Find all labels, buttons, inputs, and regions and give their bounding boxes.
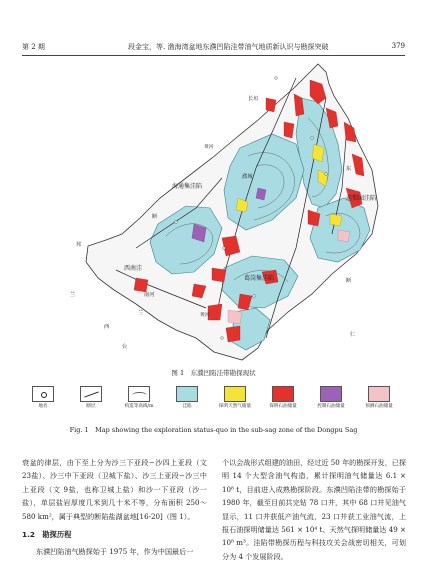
paragraph-salt-layers: 衰盆的律层，由下至上分为沙三下亚段−沙四上亚段（文 23盐）、沙三中下亚段（卫城下盐）、沙三上亚段−沙三中上亚段（文 9盐，也称卫城上盐）和沙一下亚段（沙一盐），单层盐岩厚度几米到几十米不等，分布面积 250～580 km²，属于典型的断陷盐湖盆地[16-20]（图 1）。 [22,458,207,521]
page-number: 379 [391,42,405,50]
legend-label: 地名 [38,404,48,409]
legend-label: 探明石油储量 [269,404,297,409]
sub-sag-qianliyuan [310,198,370,262]
legend-swatch-proven-oil [272,386,294,402]
legend-swatch-proven-gas [224,386,246,402]
legend-label: 控制石油储量 [317,404,345,409]
map-legend [26,386,402,422]
legend-item-fault [74,386,108,410]
body-column-right [222,456,406,563]
page-header [22,42,405,56]
header-rule [22,55,405,56]
legend-item-proven-oil [266,386,300,410]
legend-item-sub-sag [170,386,204,410]
running-title: 段金宝，等. 渤海湾盆地东濮凹陷洼带油气地质新认识与勘探突破 [128,43,329,51]
map-label-huanghe-north: 黄河 [204,145,214,150]
map-label-bang: 邦 [76,242,82,248]
legend-swatch-fault [80,386,102,402]
legend-label: 探明天然气储量 [218,404,252,409]
figure-caption-chinese: 图 1 东濮凹陷洼带勘探现状 [171,369,256,377]
legend-swatch-contour [128,386,150,402]
map-label-ren: 仁 [350,332,356,338]
legend-label: 断层 [86,404,96,409]
legend-label: 洼陷 [182,404,192,409]
legend-swatch-predicted-oil [368,386,390,402]
paragraph-exploration-start: 东濮凹陷油气勘探始于 1975 年，作为中国最后一 [36,547,194,557]
map-label-nanhe: 南河 [144,292,155,298]
legend-swatch-sub-sag [176,386,198,402]
map-label-duan-1: 断 [152,214,158,220]
legend-item-proven-gas [218,386,252,410]
map-label-lan-2: 兰 [138,310,144,316]
map-label-xi: 西 [104,324,110,330]
map-label-pucheng: 濮城 [242,174,253,180]
body-column-left [22,456,207,559]
map-label-lan-1: 兰 [70,292,76,298]
map-label-xinan-sub-sag: 西南洼 [124,265,143,272]
map-label-huanghe-south: 黄河 [200,313,210,318]
map-label-qianliyuan-sub-sag: 前梨园洼陷 [346,195,377,202]
section-heading-exploration-history: 1.2 勘探历程 [22,530,72,540]
map-label-changyuan: 长垣 [248,96,259,102]
map-label-gegangji-sub-sag: 葛岗集洼陷 [244,275,275,282]
legend-label: 预测石油储量 [365,404,393,409]
legend-item-controlled-oil [314,386,348,410]
figure-caption-english: Fig. 1 Map showing the exploration status-quo in the sub-sag zone of the Dongpu Sag [69,426,358,434]
legend-label: 构造等高线/m [124,404,154,409]
map-label-haitong-sub-sag: 海通集洼陷 [172,183,203,190]
map-label-tai: 台 [122,344,128,350]
legend-item-predicted-oil [362,386,396,410]
dongpu-sag-map [26,58,406,366]
legend-swatch-controlled-oil [320,386,342,402]
legend-item-place-name [26,386,60,410]
legend-swatch-place-name [32,386,54,402]
issue-number: 第 2 期 [22,43,45,51]
legend-item-contour [122,386,156,410]
figure-map [26,58,406,366]
map-label-dong: 东 [346,166,352,172]
map-label-duan-2: 断 [346,278,352,284]
paragraph-exploration-results: 个以会战形式组建的油田，经过近 50 年的勘探开发，已探明 14 个大型含油气构造，累计探明油气储量达 6.1 × 10⁸ t，目前进入成熟勘探阶段。东濮凹陷洼带的勘探始于 1980 年，截至目前共完钻 78 口井，其中 68 口井见油气显示，11 口井获低产油气流，23 口井获工业油气流，上报石油探明储量达 561 × 10⁴ t、天然气探明储量达 49 × 10⁸ m³。洼陷带勘探历程与科技攻关会战密切相关，可划分为 4 个发展阶段。 [222,458,406,561]
